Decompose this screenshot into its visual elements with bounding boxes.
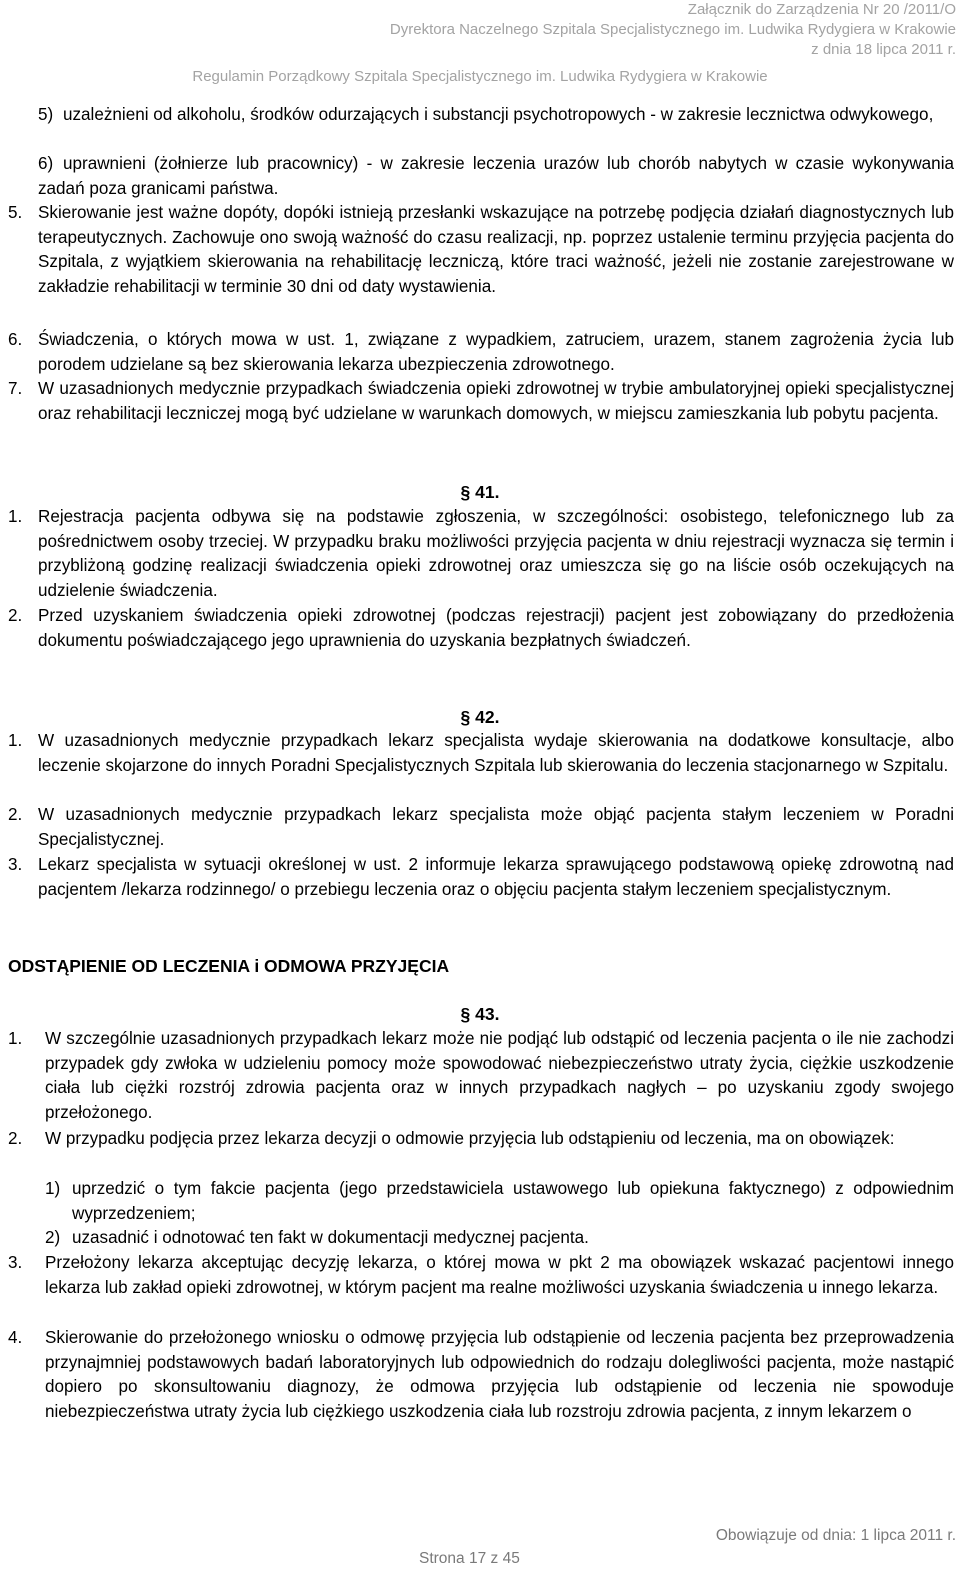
chapter-heading: ODSTĄPIENIE OD LECZENIA i ODMOWA PRZYJĘCIA xyxy=(8,956,450,976)
list-item xyxy=(8,1226,954,1251)
list-text: W uzasadnionych medycznie przypadkach lekarz specjalista wydaje skierowania na dodatkowe konsultacje, albo leczenie skojarzone do innych Poradni Specjalistycznych Szpitala lub skierowania do leczenia stacjonarnego w Szpitalu. xyxy=(38,731,954,775)
list-text: Rejestracja pacjenta odbywa się na podstawie zgłoszenia, w szczególności: osobistego, telefonicznego lub za pośrednictwem osoby trzeciej. W przypadku braku możliwości przyjęcia pacjenta w dniu rejestracji wyznacza się termin i przybliżoną godzinę realizacji świadczenia opieki zdrowotnej oraz umieszcza się go na liście osób oczekujących na udzielenie świadczenia. xyxy=(38,507,954,600)
list-item xyxy=(8,505,954,603)
list-number: 6. xyxy=(8,330,23,349)
list-item xyxy=(8,1326,954,1424)
list-text: uzależnieni od alkoholu, środków odurzających i substancji psychotropowych - w zakresie lecznictwa odwykowego, xyxy=(63,105,934,124)
list-text: uprzedzić o tym fakcie pacjenta (jego przedstawiciela ustawowego lub opiekuna faktycznego) z odpowiednim wyprzedzeniem; xyxy=(72,1179,954,1223)
header-date-line: z dnia 18 lipca 2011 r. xyxy=(811,41,956,58)
list-number: 1. xyxy=(8,731,23,750)
list-item xyxy=(8,729,954,778)
list-number: 1) xyxy=(45,1179,61,1198)
header-annex-line: Załącznik do Zarządzenia Nr 20 /2011/O xyxy=(687,1,956,18)
header-regulation-title: Regulamin Porządkowy Szpitala Specjalistycznego im. Ludwika Rydygiera w Krakowie xyxy=(192,68,768,85)
list-text: W przypadku podjęcia przez lekarza decyzji o odmowie przyjęcia lub odstąpieniu od leczenia, ma on obowiązek: xyxy=(45,1129,895,1148)
header-director-line: Dyrektora Naczelnego Szpitala Specjalistycznego im. Ludwika Rydygiera w Krakowie xyxy=(389,21,956,38)
list-number: 6) xyxy=(38,154,54,173)
list-text: W szczególnie uzasadnionych przypadkach lekarz może nie podjąć lub odstąpić od leczenia pacjenta o ile nie zachodzi przypadek gdy zwłoka w udzieleniu pomocy może spowodować niebezpieczeństwo utraty życia, ciężkie uszkodzenie ciała lub ciężki rozstrój zdrowia pacjenta oraz w innych przypadkach nagłych – po uzyskaniu zgody swojego przełożonego. xyxy=(45,1029,954,1122)
list-text: uprawnieni (żołnierze lub pracownicy) - w zakresie leczenia urazów lub chorób nabytych w czasie wykonywania zadań poza granicami państwa. xyxy=(38,154,954,198)
list-text: Lekarz specjalista w sytuacji określonej w ust. 2 informuje lekarza sprawującego podstawową opiekę zdrowotną nad pacjentem /lekarza rodzinnego/ o przebiegu leczenia oraz o objęciu pacjenta stałym leczeniem specjalistycznym. xyxy=(38,855,954,899)
list-number: 7. xyxy=(8,379,23,398)
list-number: 1. xyxy=(8,507,23,526)
list-item xyxy=(8,152,954,201)
list-item xyxy=(8,803,954,852)
section-title: § 41. xyxy=(460,482,500,502)
list-number: 2) xyxy=(45,1228,61,1247)
list-text: Świadczenia, o których mowa w ust. 1, związane z wypadkiem, zatruciem, urazem, stanem zagrożenia życia lub porodem udzielane są bez skierowania lekarza ubezpieczenia zdrowotnego. xyxy=(38,330,954,374)
list-number: 2. xyxy=(8,805,23,824)
list-item xyxy=(8,1177,954,1226)
list-text: Przełożony lekarza akceptując decyzję lekarza, o której mowa w pkt 2 ma obowiązek wskazać pacjentowi innego lekarza lub zakład opieki zdrowotnej, w którym pacjent ma realne możliwości uzyskania świadczenia u innego lekarza. xyxy=(45,1253,954,1297)
footer-page-number: Strona 17 z 45 xyxy=(419,1550,520,1567)
list-number: 4. xyxy=(8,1328,23,1347)
section-title: § 43. xyxy=(460,1004,500,1024)
list-item xyxy=(8,1027,954,1125)
list-number: 3. xyxy=(8,855,23,874)
list-number: 2. xyxy=(8,606,23,625)
list-number: 1. xyxy=(8,1029,23,1048)
list-item xyxy=(8,377,954,426)
list-text: Skierowanie jest ważne dopóty, dopóki istnieją przesłanki wskazujące na potrzebę podjęcia działań diagnostycznych lub terapeutycznych. Zachowuje ono swoją ważność do czasu realizacji, np. poprzez ustalenie terminu przyjęcia pacjenta do Szpitala, z wyjątkiem skierowania na rehabilitację leczniczą, które traci ważność, jeżeli nie zostanie zarejestrowane w zakładzie rehabilitacji w terminie 30 dni od daty wystawienia. xyxy=(38,203,954,296)
list-text: uzasadnić i odnotować ten fakt w dokumentacji medycznej pacjenta. xyxy=(72,1228,589,1247)
list-text: W uzasadnionych medycznie przypadkach świadczenia opieki zdrowotnej w trybie ambulatoryjnej opieki specjalistycznej oraz rehabilitacji leczniczej mogą być udzielane w warunkach domowych, w miejscu zamieszkania lub pobytu pacjenta. xyxy=(38,379,954,423)
list-text: Skierowanie do przełożonego wniosku o odmowę przyjęcia lub odstąpienie od leczenia pacjenta bez przeprowadzenia przynajmniej podstawowych badań laboratoryjnych lub odpowiednich do rodzaju dolegliwości pacjenta, może nastąpić dopiero po skonsultowaniu diagnozy, że odmowa przyjęcia lub odstąpienie od leczenia nie spowoduje niebezpieczeństwa utraty życia lub ciężkiego uszkodzenia ciała lub rozstroju zdrowia pacjenta, z innym lekarzem o xyxy=(45,1328,954,1421)
list-number: 2. xyxy=(8,1129,23,1148)
list-item xyxy=(8,328,954,377)
list-number: 3. xyxy=(8,1253,23,1272)
list-number: 5. xyxy=(8,203,23,222)
list-item xyxy=(8,1127,954,1152)
list-item xyxy=(8,853,954,902)
list-item xyxy=(8,103,954,128)
list-item xyxy=(8,201,954,299)
section-title: § 42. xyxy=(460,707,500,727)
list-number: 5) xyxy=(38,105,54,124)
list-item xyxy=(8,604,954,653)
list-item xyxy=(8,1251,954,1300)
list-text: W uzasadnionych medycznie przypadkach lekarz specjalista może objąć pacjenta stałym leczeniem w Poradni Specjalistycznej. xyxy=(38,805,954,849)
list-text: Przed uzyskaniem świadczenia opieki zdrowotnej (podczas rejestracji) pacjent jest zobowiązany do przedłożenia dokumentu poświadczającego jego uprawnienia do uzyskania bezpłatnych świadczeń. xyxy=(38,606,954,650)
footer-effective-date: Obowiązuje od dnia: 1 lipca 2011 r. xyxy=(715,1527,956,1544)
